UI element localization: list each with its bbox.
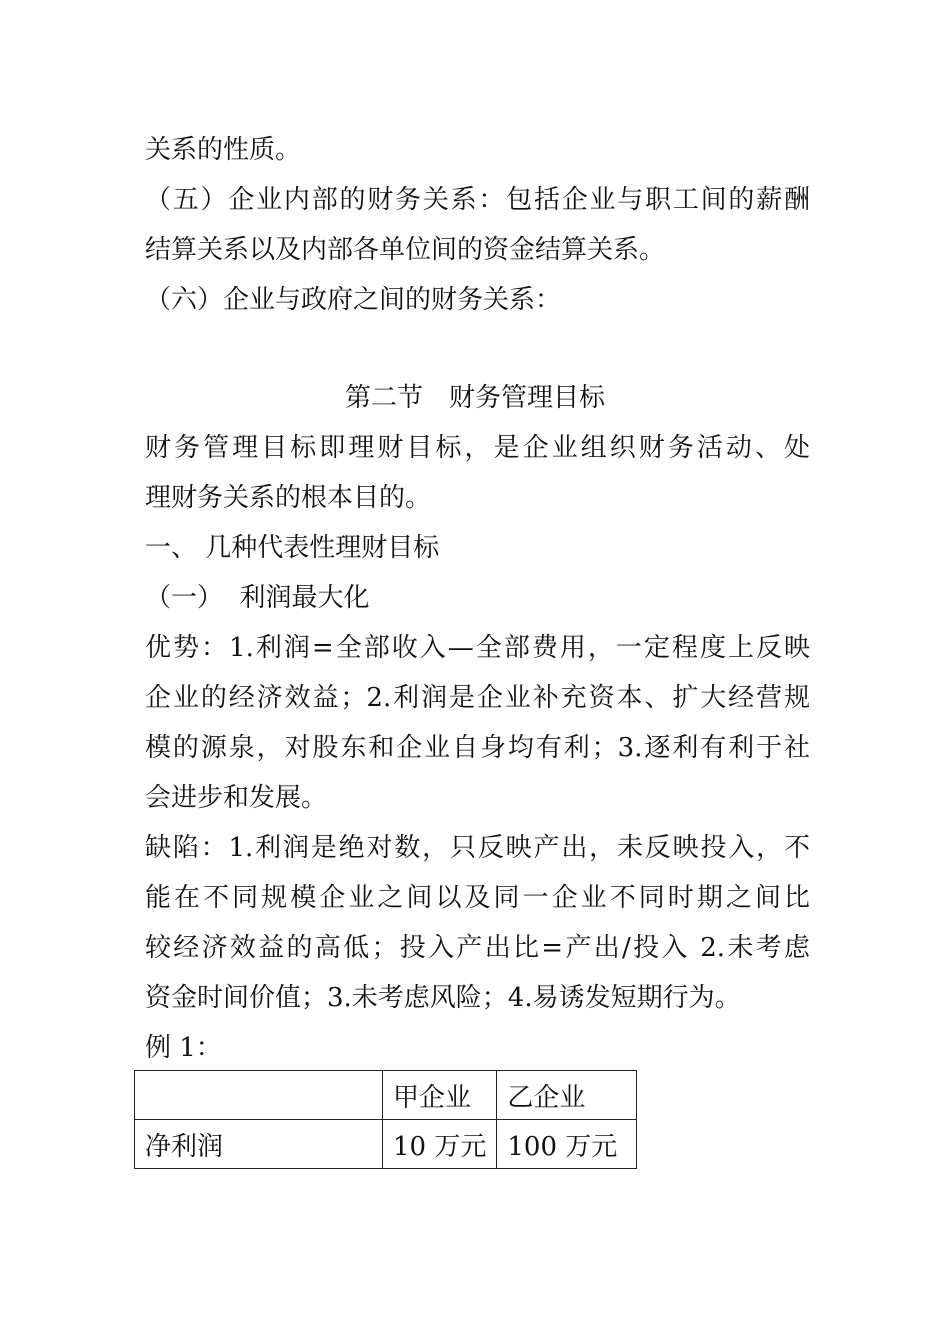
table-header-cell: 乙企业 bbox=[497, 1071, 637, 1120]
subsection-heading: （一） 利润最大化 bbox=[145, 583, 370, 613]
table-header-cell: 甲企业 bbox=[383, 1071, 497, 1120]
section-title: 财务管理目标 bbox=[449, 383, 606, 413]
text-line: 企业的经济效益；2.利润是企业补充资本、扩大经营规 bbox=[145, 683, 810, 713]
text-line: 较经济效益的高低；投入产出比=产出/投入 2.未考虑 bbox=[145, 933, 810, 963]
text-line: 理财务关系的根本目的。 bbox=[145, 483, 432, 513]
subsection-heading: 一、 几种代表性理财目标 bbox=[145, 533, 440, 563]
text-line: （六）企业与政府之间的财务关系： bbox=[145, 285, 562, 315]
table-row bbox=[135, 1120, 637, 1169]
table-cell: 净利润 bbox=[135, 1120, 383, 1169]
text-line: 缺陷：1.利润是绝对数，只反映产出，未反映投入，不 bbox=[145, 833, 810, 863]
profit-table bbox=[134, 1070, 637, 1169]
text-line: 结算关系以及内部各单位间的资金结算关系。 bbox=[145, 235, 666, 265]
text-line: （五）企业内部的财务关系：包括企业与职工间的薪酬 bbox=[145, 185, 810, 215]
section-heading bbox=[0, 381, 950, 415]
text-line: 优势：1.利润=全部收入—全部费用，一定程度上反映 bbox=[145, 633, 810, 663]
text-line: 能在不同规模企业之间以及同一企业不同时期之间比 bbox=[145, 883, 810, 913]
section-number: 第二节 bbox=[344, 383, 423, 413]
table-header-row bbox=[135, 1071, 637, 1120]
text-line: 财务管理目标即理财目标，是企业组织财务活动、处 bbox=[145, 433, 810, 463]
text-line: 模的源泉，对股东和企业自身均有利；3.逐利有利于社 bbox=[145, 733, 810, 763]
text-line: 会进步和发展。 bbox=[145, 783, 328, 813]
table-header-cell bbox=[135, 1071, 383, 1120]
text-line: 关系的性质。 bbox=[145, 135, 302, 165]
text-line: 资金时间价值；3.未考虑风险；4.易诱发短期行为。 bbox=[145, 983, 741, 1013]
table-cell: 10 万元 bbox=[383, 1120, 497, 1169]
example-label: 例 1： bbox=[145, 1033, 222, 1063]
table-cell: 100 万元 bbox=[497, 1120, 637, 1169]
